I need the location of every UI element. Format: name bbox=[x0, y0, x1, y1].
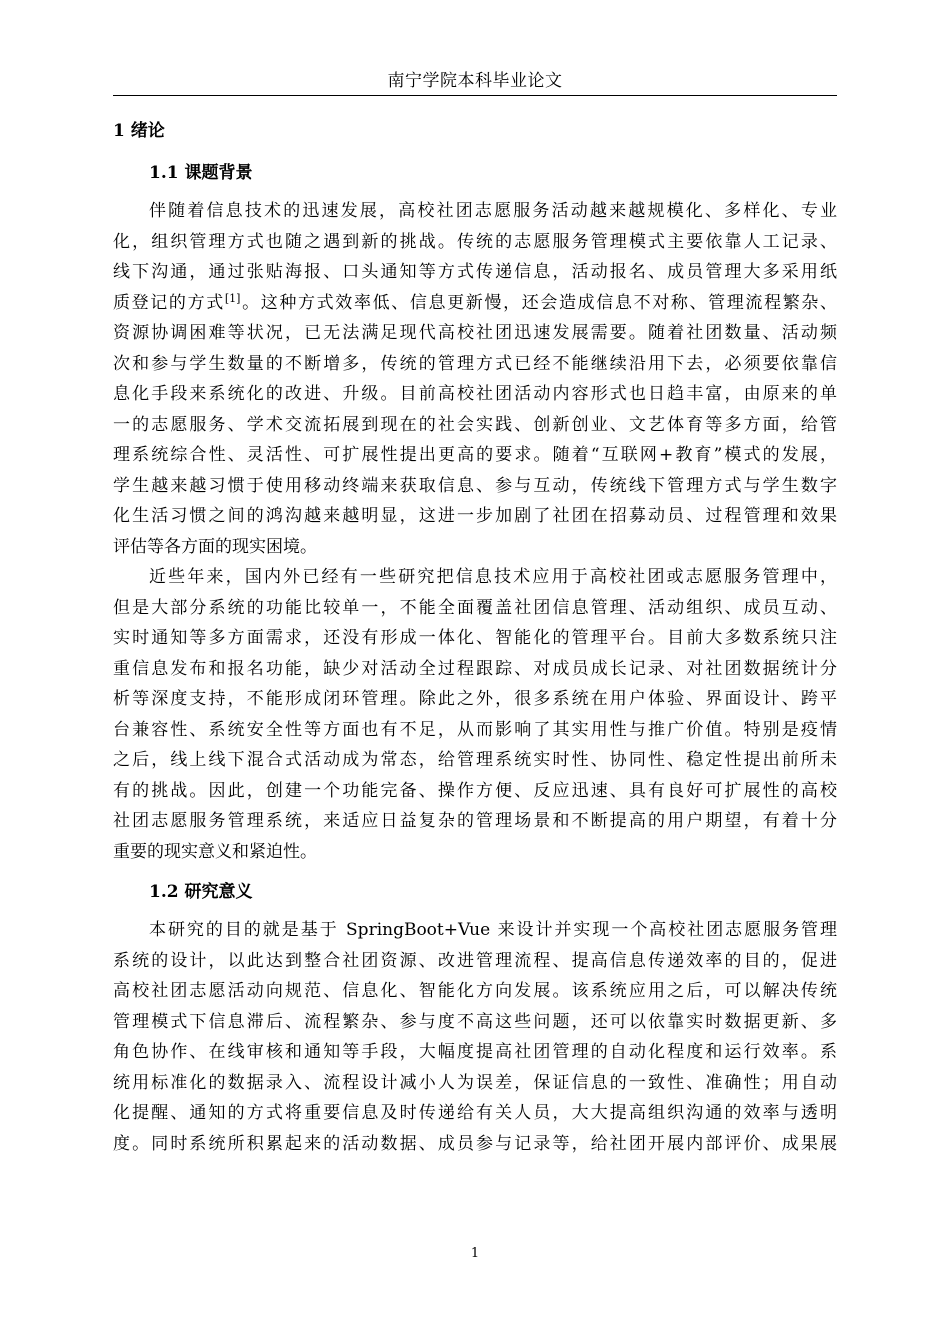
paragraph-background-2 bbox=[113, 562, 837, 867]
text-line: 评估等各方面的现实困境。 bbox=[113, 536, 317, 557]
text-line: 近些年来，国内外已经有一些研究把信息技术应用于高校社团或志愿服务管理中， bbox=[149, 567, 837, 587]
text-line: 本研究的目的就是基于 SpringBoot+Vue 来设计并实现一个高校社团志愿服务管理 bbox=[149, 920, 837, 940]
text-line: 实时通知等多方面需求，还没有形成一体化、智能化的管理平台。目前大多数系统只注 bbox=[113, 628, 837, 648]
text-line: 理系统综合性、灵活性、可扩展性提出更高的要求。随着“互联网+教育”模式的发展， bbox=[113, 445, 837, 465]
text-line: 次和参与学生数量的不断增多，传统的管理方式已经不能继续沿用下去，必须要依靠信 bbox=[113, 353, 837, 374]
text-line: 管理模式下信息滞后、流程繁杂、参与度不高这些问题，还可以依靠实时数据更新、多 bbox=[113, 1011, 837, 1032]
text-line: 社团志愿服务管理系统，来适应日益复杂的管理场景和不断提高的用户期望，有着十分 bbox=[113, 811, 837, 831]
text-line: 一的志愿服务、学术交流拓展到现在的社会实践、创新创业、文艺体育等多方面，给管 bbox=[113, 414, 837, 435]
text-line: 化提醒、通知的方式将重要信息及时传递给有关人员，大大提高组织沟通的效率与透明 bbox=[113, 1103, 837, 1123]
citation-mark: [1] bbox=[224, 291, 241, 305]
text-line: 系统的设计，以此达到整合社团资源、改进管理流程、提高信息传递效率的目的，促进 bbox=[113, 950, 837, 971]
text-line-with-citation bbox=[113, 288, 837, 319]
text-line: 高校社团志愿活动向规范、信息化、智能化方向发展。该系统应用之后，可以解决传统 bbox=[113, 981, 837, 1001]
text-line: 重信息发布和报名功能，缺少对活动全过程跟踪、对成员成长记录、对社团数据统计分 bbox=[113, 658, 837, 679]
text-line: 之后，线上线下混合式活动成为常态，给管理系统实时性、协同性、稳定性提出前所未 bbox=[113, 750, 837, 770]
text-line: 有的挑战。因此，创建一个功能完备、操作方便、反应迅速、具有良好可扩展性的高校 bbox=[113, 780, 837, 801]
text-line: 度。同时系统所积累起来的活动数据、成员参与记录等，给社团开展内部评价、成果展 bbox=[113, 1133, 837, 1154]
text-line: 息化手段来系统化的改进、升级。目前高校社团活动内容形式也日趋丰富，由原来的单 bbox=[113, 384, 837, 404]
text-line: 重要的现实意义和紧迫性。 bbox=[113, 841, 317, 862]
text-line: 资源协调困难等状况，已无法满足现代高校社团迅速发展需要。随着社团数量、活动频 bbox=[113, 323, 837, 343]
header-rule bbox=[113, 95, 837, 96]
text-span: 质登记的方式 bbox=[113, 292, 225, 313]
chapter-heading: 1 绪论 bbox=[113, 121, 165, 141]
section-heading-1-1: 1.1 课题背景 bbox=[149, 163, 253, 183]
text-line: 台兼容性、系统安全性等方面也有不足，从而影响了其实用性与推广价值。特别是疫情 bbox=[113, 719, 837, 740]
paragraph-background-1 bbox=[113, 196, 837, 562]
text-span: 。这种方式效率低、信息更新慢，还会造成信息不对称、管理流程繁杂、 bbox=[240, 292, 837, 313]
text-line: 统用标准化的数据录入、流程设计减小人为误差，保证信息的一致性、准确性；用自动 bbox=[113, 1072, 837, 1093]
page-content bbox=[113, 116, 837, 1159]
paragraph-significance-1 bbox=[113, 915, 837, 1159]
text-line: 线下沟通，通过张贴海报、口头通知等方式传递信息，活动报名、成员管理大多采用纸 bbox=[113, 262, 837, 282]
section-heading-1-2: 1.2 研究意义 bbox=[149, 882, 253, 902]
text-line: 析等深度支持，不能形成闭环管理。除此之外，很多系统在用户体验、界面设计、跨平 bbox=[113, 689, 837, 709]
text-line: 化生活习惯之间的鸿沟越来越明显，这进一步加剧了社团在招募动员、过程管理和效果 bbox=[113, 506, 837, 526]
running-header: 南宁学院本科毕业论文 bbox=[387, 71, 563, 91]
text-line: 伴随着信息技术的迅速发展，高校社团志愿服务活动越来越规模化、多样化、专业 bbox=[149, 201, 837, 221]
text-line: 角色协作、在线审核和通知等手段，大幅度提高社团管理的自动化程度和运行效率。系 bbox=[113, 1042, 837, 1062]
page-number: 1 bbox=[470, 1246, 480, 1261]
text-line: 化，组织管理方式也随之遇到新的挑战。传统的志愿服务管理模式主要依靠人工记录、 bbox=[113, 231, 837, 252]
text-line: 学生越来越习惯于使用移动终端来获取信息、参与互动，传统线下管理方式与学生数字 bbox=[113, 475, 837, 496]
text-line: 但是大部分系统的功能比较单一，不能全面覆盖社团信息管理、活动组织、成员互动、 bbox=[113, 597, 837, 618]
